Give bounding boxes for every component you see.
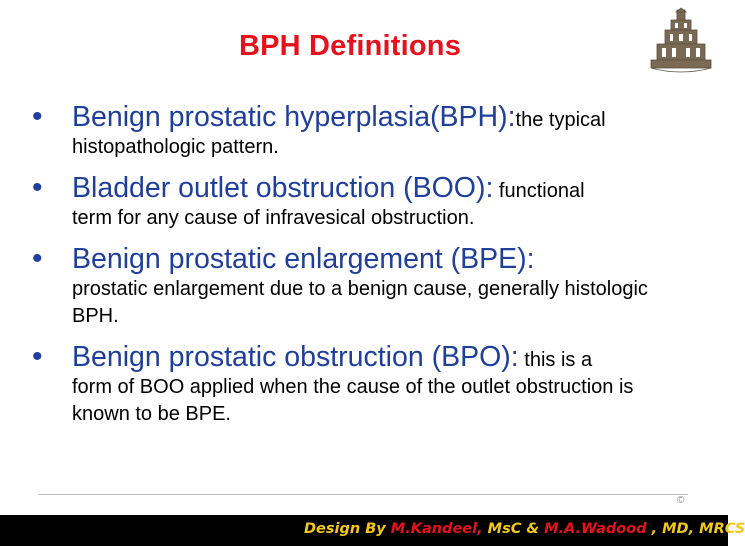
bullet-marker: • [32,100,43,133]
slide-title: BPH Definitions [238,30,462,62]
definition-term: Benign prostatic hyperplasia(BPH): [72,101,516,133]
list-item [28,340,696,428]
definition-term: Benign prostatic enlargement (BPE): [72,243,535,275]
university-crest-icon [647,8,715,74]
definition-list [28,100,696,438]
credit-prefix: Design By [304,521,391,537]
footer-credit [304,521,745,537]
credit-author: M.A.Wadood [544,521,647,537]
definition-text: prostatic enlargement due to a benign cause, generally histologic BPH. [72,278,648,327]
bullet-marker: • [32,242,43,275]
definition-text: histopathologic pattern. [72,136,279,158]
list-item [28,100,696,161]
credit-degree: , MD, MRCS [646,521,745,537]
credit-author: M.Kandeel, [390,521,483,537]
definition-text: functional [493,180,585,202]
definition-text: form of BOO applied when the cause of the outlet obstruction is known to be BPE. [72,376,634,425]
credit-degree: MsC & [482,521,545,537]
definition-term: Bladder outlet obstruction (BOO): [72,172,494,204]
list-item [28,242,696,330]
footer-divider [38,494,688,495]
definition-text: the typical [515,109,606,131]
list-item [28,171,696,232]
copyright-mark: © [677,495,685,506]
definition-text: this is a [518,349,593,371]
bullet-marker: • [32,340,43,373]
definition-term: Benign prostatic obstruction (BPO): [72,341,519,373]
definition-text: term for any cause of infravesical obstruction. [72,207,475,229]
bullet-marker: • [32,171,43,204]
